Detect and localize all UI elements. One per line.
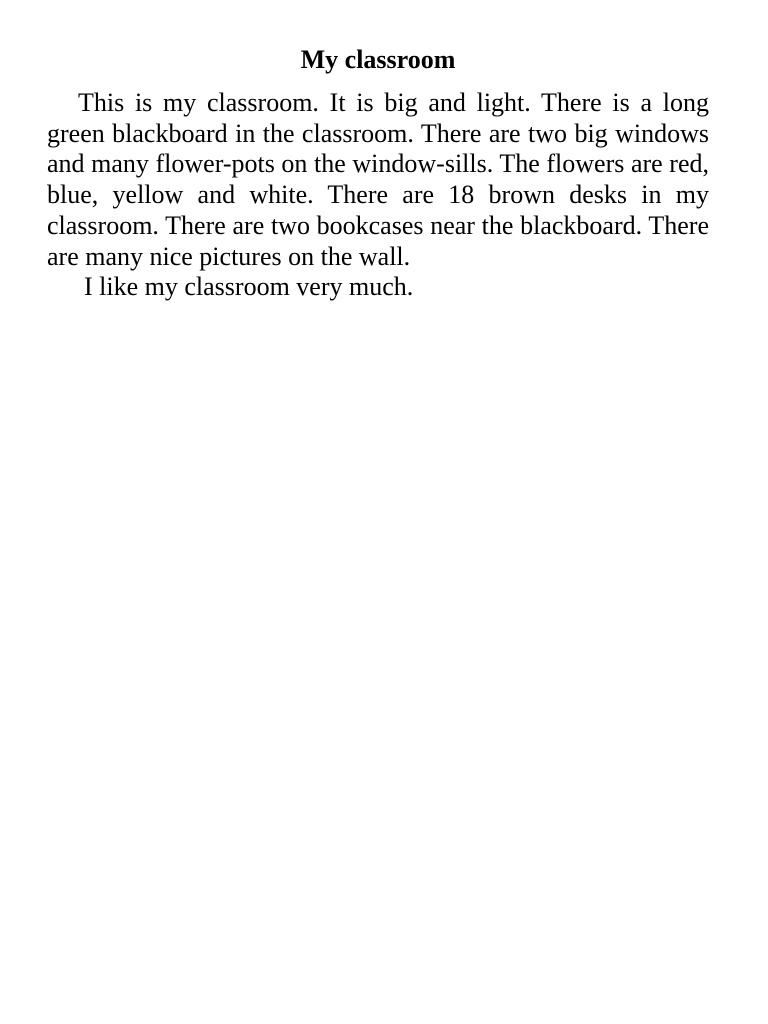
paragraph-1: This is my classroom. It is big and light. There is a long green blackboard in the classroom. There are two big windows and many flower-pots on the window-sills. The flowers are red, blue, yellow and white. There are 18 brown desks in my classroom. There are two bookcases near the blackboard. There are many nice pictures on the wall. bbox=[47, 88, 709, 271]
document-body bbox=[47, 88, 709, 303]
document-page bbox=[47, 42, 709, 303]
paragraph-2: I like my classroom very much. bbox=[84, 272, 414, 302]
document-title: My classroom bbox=[300, 45, 456, 74]
